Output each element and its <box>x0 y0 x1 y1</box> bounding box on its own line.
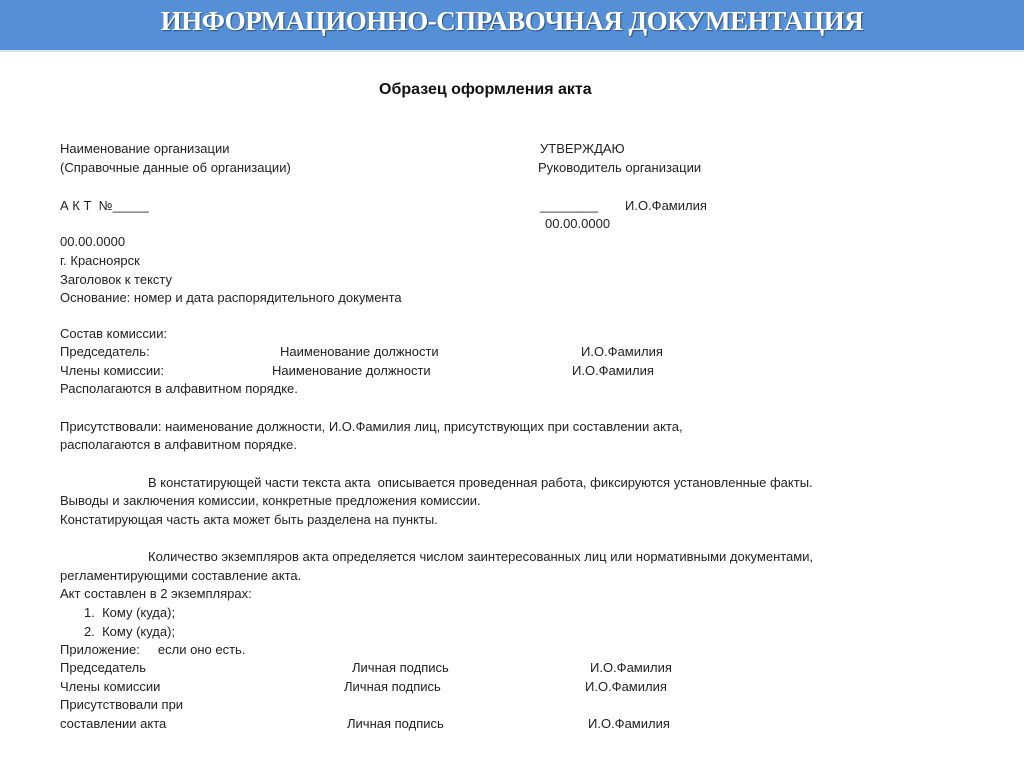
approve-date: 00.00.0000 <box>545 216 611 231</box>
basis: Основание: номер и дата распорядительного документа <box>60 290 402 305</box>
head-label: Руководитель организации <box>538 160 702 175</box>
members-position: Наименование должности <box>272 363 431 378</box>
org-ref: (Справочные данные об организации) <box>60 160 291 175</box>
body-2: Выводы и заключения комиссии, конкретные предложения комиссии. <box>60 493 481 508</box>
members: Члены комиссии: <box>60 363 165 378</box>
chair-name: И.О.Фамилия <box>581 344 663 359</box>
sign-line: ________ <box>540 198 598 213</box>
list-item-1: 1. Кому (куда); <box>84 605 176 620</box>
commission: Состав комиссии: <box>60 326 168 341</box>
chair-position: Наименование должности <box>280 344 439 359</box>
alpha-order: Располагаются в алфавитном порядке. <box>60 381 298 396</box>
org-name: Наименование организации <box>60 141 230 156</box>
act-date: 00.00.0000 <box>60 234 126 249</box>
heading: Заголовок к тексту <box>60 272 173 287</box>
sig-present-1: Присутствовали при <box>60 697 184 712</box>
copies-3: Акт составлен в 2 экземплярах: <box>60 586 252 601</box>
members-name: И.О.Фамилия <box>572 363 654 378</box>
sign-name: И.О.Фамилия <box>625 198 707 213</box>
sig-members-name: И.О.Фамилия <box>585 679 667 694</box>
sig-chair: Председатель <box>60 660 147 675</box>
header-title: ИНФОРМАЦИОННО-СПРАВОЧНАЯ ДОКУМЕНТАЦИЯ <box>160 6 864 36</box>
document-title: Образец оформления акта <box>379 81 592 98</box>
header-bar <box>0 0 1024 52</box>
copies-2: регламентирующими составление акта. <box>60 568 302 583</box>
copies-1: Количество экземпляров акта определяется числом заинтересованных лиц или нормативными документами, <box>148 549 814 564</box>
sig-present-signature: Личная подпись <box>347 716 444 731</box>
sig-present-name: И.О.Фамилия <box>588 716 670 731</box>
sig-members: Члены комиссии <box>60 679 161 694</box>
chair: Председатель: <box>60 344 150 359</box>
attachment: Приложение: если оно есть. <box>60 642 246 657</box>
present-1: Присутствовали: наименование должности, И.О.Фамилия лиц, присутствующих при составлении акта, <box>60 419 683 434</box>
act-number: А К Т №_____ <box>60 198 149 213</box>
body-3: Констатирующая часть акта может быть разделена на пункты. <box>60 512 438 527</box>
sig-chair-name: И.О.Фамилия <box>590 660 672 675</box>
present-2: располагаются в алфавитном порядке. <box>60 437 297 452</box>
list-item-2: 2. Кому (куда); <box>84 624 176 639</box>
sig-chair-signature: Личная подпись <box>352 660 449 675</box>
body-1: В констатирующей части текста акта описывается проведенная работа, фиксируются установленные факты. <box>148 475 813 490</box>
sig-members-signature: Личная подпись <box>344 679 441 694</box>
city: г. Красноярск <box>60 253 140 268</box>
approve-label: УТВЕРЖДАЮ <box>540 141 625 156</box>
sig-present-2: составлении акта <box>60 716 167 731</box>
